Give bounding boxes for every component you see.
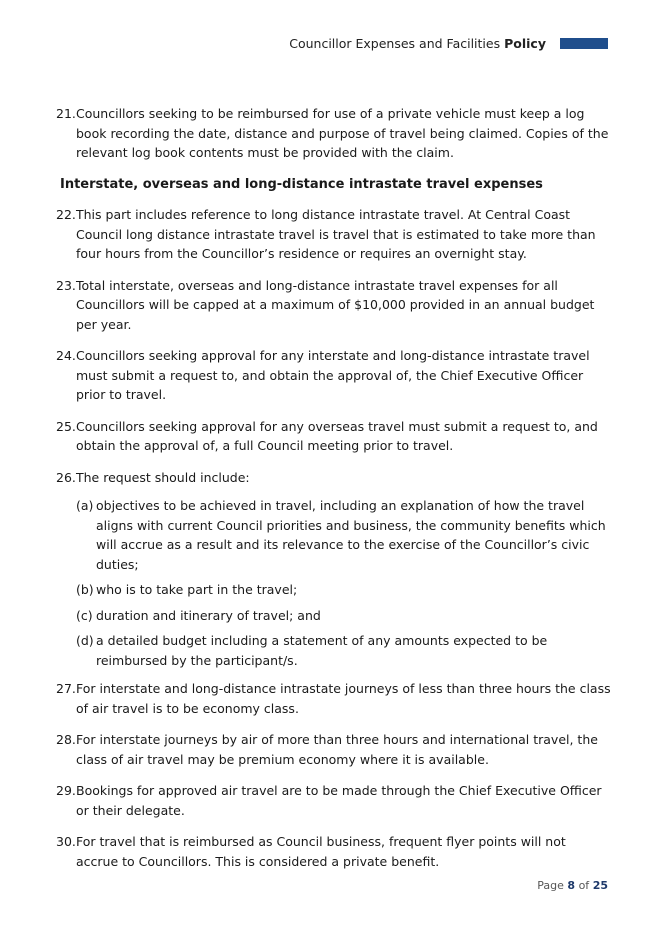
clause	[56, 832, 611, 871]
clause	[56, 468, 611, 488]
clause-number: 27.	[56, 681, 76, 696]
clause-number: 29.	[56, 783, 76, 798]
sub-clause	[76, 606, 611, 626]
sub-clause	[76, 631, 611, 670]
sub-clause-text: a detailed budget including a statement of any amounts expected to be reimbursed by the participant/s.	[96, 633, 548, 668]
sub-clause-text: duration and itinerary of travel; and	[96, 607, 321, 623]
clause-text: Total interstate, overseas and long-distance intrastate travel expenses for all Councillors will be capped at a maximum of $10,000 provided in an annual budget per year.	[76, 277, 595, 332]
clause	[56, 104, 611, 163]
clause-text: Councillors seeking approval for any interstate and long-distance intrastate travel must submit a request to, and obtain the approval of, the Chief Executive Officer prior to travel.	[76, 348, 590, 402]
sub-clause	[76, 496, 611, 574]
page-current: 8	[567, 879, 576, 892]
clause-text: Bookings for approved air travel are to be made through the Chief Executive Officer or their delegate.	[76, 783, 602, 818]
sub-clause-number: (b)	[76, 582, 94, 597]
clause-number: 21.	[56, 106, 76, 121]
header-title: Councillor Expenses and Facilities	[289, 36, 501, 51]
clause-number: 25.	[56, 418, 76, 434]
clause	[56, 781, 611, 820]
clause-text: For interstate journeys by air of more than three hours and international travel, the class of air travel may be premium economy where it is available.	[76, 732, 598, 767]
sub-clause-number: (a)	[76, 498, 94, 513]
header-title-bold: Policy	[504, 36, 546, 51]
clause	[56, 276, 611, 335]
sub-clause-text: objectives to be achieved in travel, including an explanation of how the travel aligns with current Council priorities and business, the community benefits which will accrue as a result and its relevance to the exercise of the Councillor’s civic duties;	[96, 498, 606, 572]
clause-text: For interstate and long-distance intrastate journeys of less than three hours the class of air travel is to be economy class.	[76, 681, 611, 716]
clause-text: For travel that is reimbursed as Council business, frequent flyer points will not accrue to Councillors. This is considered a private benefit.	[76, 834, 566, 869]
clause	[56, 679, 611, 718]
clause-list-top	[56, 104, 611, 163]
page-footer	[537, 879, 608, 892]
clause-number: 26.	[56, 469, 76, 485]
page-label: Page	[537, 879, 564, 892]
header-accent-bar	[560, 38, 608, 49]
sub-clause	[76, 580, 611, 600]
clause	[56, 417, 611, 456]
clause	[56, 346, 611, 405]
clause-text: This part includes reference to long distance intrastate travel. At Central Coast Council long distance intrastate travel is travel that is estimated to take more than four hours from the Councillor’s residence or requires an overnight stay.	[76, 207, 596, 261]
sub-clause-number: (c)	[76, 607, 93, 623]
clause-number: 23.	[56, 277, 76, 293]
clause-list-main	[56, 205, 611, 487]
section-heading: Interstate, overseas and long-distance intrastate travel expenses	[60, 176, 543, 192]
clause-text: Councillors seeking to be reimbursed for use of a private vehicle must keep a log book recording the date, distance and purpose of travel being claimed. Copies of the relevant log book contents must be provided with the claim.	[76, 106, 609, 160]
clause-number: 24.	[56, 348, 76, 363]
page-of: of	[578, 879, 590, 892]
clause	[56, 205, 611, 264]
clause	[56, 730, 611, 769]
page-total: 25	[592, 879, 608, 892]
clause-number: 28.	[56, 732, 76, 747]
document-body	[56, 104, 611, 883]
sub-clause-list	[56, 496, 611, 670]
clause-text: The request should include:	[76, 469, 250, 485]
sub-clause-text: who is to take part in the travel;	[96, 582, 298, 597]
page-header	[289, 36, 608, 51]
sub-clause-number: (d)	[76, 633, 94, 648]
clause-list-bottom	[56, 679, 611, 871]
clause-number: 30.	[56, 834, 76, 849]
clause-text: Councillors seeking approval for any overseas travel must submit a request to, and obtain the approval of, a full Council meeting prior to travel.	[76, 418, 598, 453]
clause-number: 22.	[56, 207, 76, 222]
